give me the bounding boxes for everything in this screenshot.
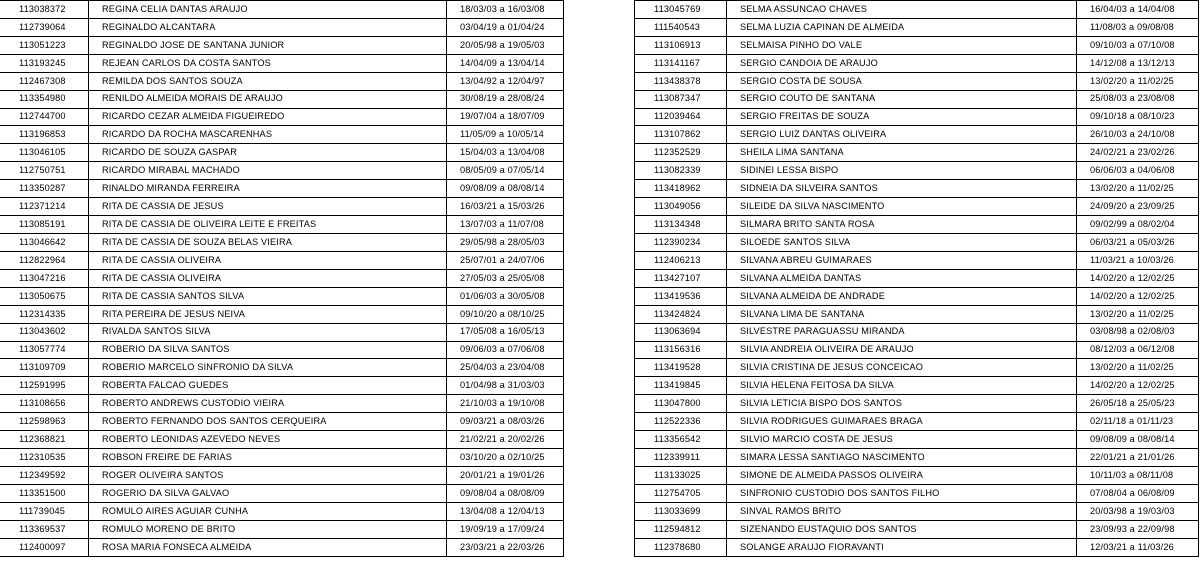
name-cell: SHEILA LIMA SANTANA bbox=[727, 144, 1077, 162]
registration-number-cell: 112744700 bbox=[0, 108, 89, 126]
registration-number-cell: 113082339 bbox=[635, 162, 727, 180]
name-cell: SERGIO CANDOIA DE ARAUJO bbox=[727, 54, 1077, 72]
table-row bbox=[635, 484, 1199, 502]
registration-number-cell: 113047800 bbox=[635, 395, 727, 413]
name-cell: RITA DE CASSIA DE SOUZA BELAS VIEIRA bbox=[89, 233, 447, 251]
registration-number-cell: 113108656 bbox=[0, 395, 89, 413]
table-row bbox=[0, 484, 564, 502]
registration-number-cell: 112339911 bbox=[635, 449, 727, 467]
table-row bbox=[635, 144, 1199, 162]
registration-number-cell: 112522336 bbox=[635, 413, 727, 431]
table-row bbox=[0, 269, 564, 287]
period-cell: 24/09/20 a 23/09/25 bbox=[1077, 198, 1199, 216]
period-cell: 06/06/03 a 04/06/08 bbox=[1077, 162, 1199, 180]
name-cell: REGINALDO JOSE DE SANTANA JUNIOR bbox=[89, 36, 447, 54]
name-cell: SIZENANDO EUSTAQUIO DOS SANTOS bbox=[727, 520, 1077, 538]
period-cell: 23/09/93 a 22/09/98 bbox=[1077, 520, 1199, 538]
period-cell: 01/06/03 a 30/05/08 bbox=[447, 287, 564, 305]
registration-number-cell: 113351500 bbox=[0, 484, 89, 502]
name-cell: SILOEDE SANTOS SILVA bbox=[727, 233, 1077, 251]
name-cell: RICARDO CEZAR ALMEIDA FIGUEIREDO bbox=[89, 108, 447, 126]
table-row bbox=[635, 377, 1199, 395]
name-cell: SINFRONIO CUSTODIO DOS SANTOS FILHO bbox=[727, 484, 1077, 502]
name-cell: ROBERIO MARCELO SINFRONIO DA SILVA bbox=[89, 359, 447, 377]
registration-number-cell: 113133025 bbox=[635, 466, 727, 484]
registration-number-cell: 113419845 bbox=[635, 377, 727, 395]
table-row bbox=[0, 1, 564, 19]
name-cell: SINVAL RAMOS BRITO bbox=[727, 502, 1077, 520]
registration-number-cell: 113141167 bbox=[635, 54, 727, 72]
table-row bbox=[0, 36, 564, 54]
table-row bbox=[635, 126, 1199, 144]
period-cell: 13/04/08 a 12/04/13 bbox=[447, 502, 564, 520]
name-cell: SILVIA HELENA FEITOSA DA SILVA bbox=[727, 377, 1077, 395]
table-row bbox=[635, 395, 1199, 413]
name-cell: RICARDO DA ROCHA MASCARENHAS bbox=[89, 126, 447, 144]
period-cell: 26/10/03 a 24/10/08 bbox=[1077, 126, 1199, 144]
registration-number-cell: 113134348 bbox=[635, 216, 727, 234]
table-row bbox=[0, 18, 564, 36]
table-row bbox=[635, 538, 1199, 556]
period-cell: 10/11/03 a 08/11/08 bbox=[1077, 466, 1199, 484]
name-cell: SILMARA BRITO SANTA ROSA bbox=[727, 216, 1077, 234]
period-cell: 30/08/19 a 28/08/24 bbox=[447, 90, 564, 108]
registration-number-cell: 112754705 bbox=[635, 484, 727, 502]
name-cell: SILVANA ABREU GUIMARAES bbox=[727, 251, 1077, 269]
name-cell: RITA DE CASSIA DE OLIVEIRA LEITE E FREITAS bbox=[89, 216, 447, 234]
name-cell: SIDINEI LESSA BISPO bbox=[727, 162, 1077, 180]
name-cell: SERGIO LUIZ DANTAS OLIVEIRA bbox=[727, 126, 1077, 144]
registration-number-cell: 113438378 bbox=[635, 72, 727, 90]
registration-number-cell: 113193245 bbox=[0, 54, 89, 72]
registration-number-cell: 112368821 bbox=[0, 431, 89, 449]
registration-number-cell: 113427107 bbox=[635, 269, 727, 287]
name-cell: SIMARA LESSA SANTIAGO NASCIMENTO bbox=[727, 449, 1077, 467]
period-cell: 13/02/20 a 11/02/25 bbox=[1077, 359, 1199, 377]
name-cell: ROSA MARIA FONSECA ALMEIDA bbox=[89, 538, 447, 556]
table-row bbox=[0, 233, 564, 251]
table-row bbox=[635, 449, 1199, 467]
name-cell: SILVANA LIMA DE SANTANA bbox=[727, 305, 1077, 323]
period-cell: 01/04/98 a 31/03/03 bbox=[447, 377, 564, 395]
table-row bbox=[635, 36, 1199, 54]
registration-number-cell: 111739045 bbox=[0, 502, 89, 520]
name-cell: ROGERIO DA SILVA GALVAO bbox=[89, 484, 447, 502]
table-row bbox=[0, 126, 564, 144]
table-row bbox=[0, 502, 564, 520]
period-cell: 16/04/03 a 14/04/08 bbox=[1077, 1, 1199, 19]
name-cell: SILVIA CRISTINA DE JESUS CONCEICAO bbox=[727, 359, 1077, 377]
name-cell: ROGER OLIVEIRA SANTOS bbox=[89, 466, 447, 484]
registration-number-cell: 112352529 bbox=[635, 144, 727, 162]
name-cell: SILVANA ALMEIDA DANTAS bbox=[727, 269, 1077, 287]
registration-number-cell: 113424824 bbox=[635, 305, 727, 323]
period-cell: 11/03/21 a 10/03/26 bbox=[1077, 251, 1199, 269]
name-cell: SELMA ASSUNCAO CHAVES bbox=[727, 1, 1077, 19]
period-cell: 27/05/03 a 25/05/08 bbox=[447, 269, 564, 287]
table-row bbox=[635, 502, 1199, 520]
period-cell: 09/08/09 a 08/08/14 bbox=[447, 180, 564, 198]
table-row bbox=[0, 538, 564, 556]
registration-number-cell: 113047216 bbox=[0, 269, 89, 287]
table-row bbox=[635, 1, 1199, 19]
period-cell: 23/03/21 a 22/03/26 bbox=[447, 538, 564, 556]
table-row bbox=[0, 54, 564, 72]
table-row bbox=[635, 520, 1199, 538]
name-cell: ROBERIO DA SILVA SANTOS bbox=[89, 341, 447, 359]
period-cell: 09/02/99 a 08/02/04 bbox=[1077, 216, 1199, 234]
period-cell: 25/04/03 a 23/04/08 bbox=[447, 359, 564, 377]
registration-number-cell: 113043602 bbox=[0, 323, 89, 341]
registration-number-cell: 113109709 bbox=[0, 359, 89, 377]
registration-number-cell: 112349592 bbox=[0, 466, 89, 484]
name-cell: REMILDA DOS SANTOS SOUZA bbox=[89, 72, 447, 90]
period-cell: 14/02/20 a 12/02/25 bbox=[1077, 377, 1199, 395]
name-cell: ROBSON FREIRE DE FARIAS bbox=[89, 449, 447, 467]
table-row bbox=[0, 449, 564, 467]
period-cell: 11/08/03 a 09/08/08 bbox=[1077, 18, 1199, 36]
registration-number-cell: 112822964 bbox=[0, 251, 89, 269]
registration-number-cell: 112406213 bbox=[635, 251, 727, 269]
table-row bbox=[0, 341, 564, 359]
name-cell: RICARDO MIRABAL MACHADO bbox=[89, 162, 447, 180]
period-cell: 17/05/08 a 16/05/13 bbox=[447, 323, 564, 341]
table-row bbox=[635, 162, 1199, 180]
registration-number-cell: 113196853 bbox=[0, 126, 89, 144]
period-cell: 09/06/03 a 07/06/08 bbox=[447, 341, 564, 359]
name-cell: ROMULO AIRES AGUIAR CUNHA bbox=[89, 502, 447, 520]
registration-number-cell: 113356542 bbox=[635, 431, 727, 449]
registration-number-cell: 113033699 bbox=[635, 502, 727, 520]
name-cell: RENILDO ALMEIDA MORAIS DE ARAUJO bbox=[89, 90, 447, 108]
table-row bbox=[0, 466, 564, 484]
period-cell: 20/05/98 a 19/05/03 bbox=[447, 36, 564, 54]
period-cell: 14/04/09 a 13/04/14 bbox=[447, 54, 564, 72]
table-row bbox=[635, 198, 1199, 216]
name-cell: SELMAISA PINHO DO VALE bbox=[727, 36, 1077, 54]
table-row bbox=[0, 108, 564, 126]
period-cell: 14/02/20 a 12/02/25 bbox=[1077, 269, 1199, 287]
period-cell: 13/02/20 a 11/02/25 bbox=[1077, 72, 1199, 90]
period-cell: 06/03/21 a 05/03/26 bbox=[1077, 233, 1199, 251]
table-row bbox=[635, 108, 1199, 126]
period-cell: 03/04/19 a 01/04/24 bbox=[447, 18, 564, 36]
period-cell: 24/02/21 a 23/02/26 bbox=[1077, 144, 1199, 162]
table-row bbox=[635, 233, 1199, 251]
registration-number-cell: 113087347 bbox=[635, 90, 727, 108]
table-row bbox=[0, 395, 564, 413]
table-row bbox=[635, 54, 1199, 72]
period-cell: 11/05/09 a 10/05/14 bbox=[447, 126, 564, 144]
table-row bbox=[0, 216, 564, 234]
table-row bbox=[635, 359, 1199, 377]
period-cell: 08/12/03 a 06/12/08 bbox=[1077, 341, 1199, 359]
table-row bbox=[635, 323, 1199, 341]
registration-number-cell: 113045769 bbox=[635, 1, 727, 19]
period-cell: 21/10/03 a 19/10/08 bbox=[447, 395, 564, 413]
table-row bbox=[0, 287, 564, 305]
period-cell: 13/02/20 a 11/02/25 bbox=[1077, 305, 1199, 323]
registration-number-cell: 112591995 bbox=[0, 377, 89, 395]
table-row bbox=[635, 180, 1199, 198]
table-row bbox=[635, 305, 1199, 323]
registration-number-cell: 113085191 bbox=[0, 216, 89, 234]
registration-number-cell: 112371214 bbox=[0, 198, 89, 216]
registration-number-cell: 112467308 bbox=[0, 72, 89, 90]
period-cell: 25/08/03 a 23/08/08 bbox=[1077, 90, 1199, 108]
name-cell: RITA PEREIRA DE JESUS NEIVA bbox=[89, 305, 447, 323]
name-cell: RIVALDA SANTOS SILVA bbox=[89, 323, 447, 341]
table-row bbox=[0, 359, 564, 377]
period-cell: 03/10/20 a 02/10/25 bbox=[447, 449, 564, 467]
registration-number-cell: 113038372 bbox=[0, 1, 89, 19]
registration-number-cell: 113046642 bbox=[0, 233, 89, 251]
table-row bbox=[635, 269, 1199, 287]
name-cell: SIDNEIA DA SILVEIRA SANTOS bbox=[727, 180, 1077, 198]
registration-number-cell: 112594812 bbox=[635, 520, 727, 538]
name-cell: ROBERTO FERNANDO DOS SANTOS CERQUEIRA bbox=[89, 413, 447, 431]
period-cell: 09/03/21 a 08/03/26 bbox=[447, 413, 564, 431]
table-row bbox=[0, 162, 564, 180]
period-cell: 22/01/21 a 21/01/26 bbox=[1077, 449, 1199, 467]
roster-table-body-left bbox=[0, 1, 564, 557]
period-cell: 12/03/21 a 11/03/26 bbox=[1077, 538, 1199, 556]
period-cell: 09/10/03 a 07/10/08 bbox=[1077, 36, 1199, 54]
period-cell: 14/12/08 a 13/12/13 bbox=[1077, 54, 1199, 72]
name-cell: ROMULO MORENO DE BRITO bbox=[89, 520, 447, 538]
table-row bbox=[0, 520, 564, 538]
registration-number-cell: 112390234 bbox=[635, 233, 727, 251]
registration-number-cell: 112378680 bbox=[635, 538, 727, 556]
table-row bbox=[0, 180, 564, 198]
table-row bbox=[635, 72, 1199, 90]
period-cell: 21/02/21 a 20/02/26 bbox=[447, 431, 564, 449]
name-cell: RITA DE CASSIA OLIVEIRA bbox=[89, 251, 447, 269]
table-row bbox=[0, 144, 564, 162]
period-cell: 03/08/98 a 02/08/03 bbox=[1077, 323, 1199, 341]
period-cell: 19/07/04 a 18/07/09 bbox=[447, 108, 564, 126]
period-cell: 20/03/98 a 19/03/03 bbox=[1077, 502, 1199, 520]
name-cell: RINALDO MIRANDA FERREIRA bbox=[89, 180, 447, 198]
roster-table-left bbox=[0, 0, 564, 557]
period-cell: 18/03/03 a 16/03/08 bbox=[447, 1, 564, 19]
registration-number-cell: 112314335 bbox=[0, 305, 89, 323]
name-cell: REGINA CELIA DANTAS ARAUJO bbox=[89, 1, 447, 19]
registration-number-cell: 113106913 bbox=[635, 36, 727, 54]
name-cell: SILVIA ANDREIA OLIVEIRA DE ARAUJO bbox=[727, 341, 1077, 359]
table-row bbox=[635, 216, 1199, 234]
name-cell: SILVIA RODRIGUES GUIMARAES BRAGA bbox=[727, 413, 1077, 431]
table-row bbox=[635, 431, 1199, 449]
period-cell: 09/08/09 a 08/08/14 bbox=[1077, 431, 1199, 449]
name-cell: ROBERTA FALCAO GUEDES bbox=[89, 377, 447, 395]
name-cell: RITA DE CASSIA OLIVEIRA bbox=[89, 269, 447, 287]
table-row bbox=[635, 341, 1199, 359]
name-cell: SERGIO COUTO DE SANTANA bbox=[727, 90, 1077, 108]
registration-number-cell: 112310535 bbox=[0, 449, 89, 467]
registration-number-cell: 113046105 bbox=[0, 144, 89, 162]
name-cell: ROBERTO ANDREWS CUSTODIO VIEIRA bbox=[89, 395, 447, 413]
table-row bbox=[0, 198, 564, 216]
table-row bbox=[635, 18, 1199, 36]
period-cell: 13/02/20 a 11/02/25 bbox=[1077, 180, 1199, 198]
registration-number-cell: 113156316 bbox=[635, 341, 727, 359]
registration-number-cell: 113057774 bbox=[0, 341, 89, 359]
table-row bbox=[635, 287, 1199, 305]
period-cell: 13/07/03 a 11/07/08 bbox=[447, 216, 564, 234]
period-cell: 08/05/09 a 07/05/14 bbox=[447, 162, 564, 180]
registration-number-cell: 112598963 bbox=[0, 413, 89, 431]
period-cell: 09/10/20 a 08/10/25 bbox=[447, 305, 564, 323]
registration-number-cell: 113107862 bbox=[635, 126, 727, 144]
name-cell: REJEAN CARLOS DA COSTA SANTOS bbox=[89, 54, 447, 72]
registration-number-cell: 113419536 bbox=[635, 287, 727, 305]
name-cell: SILVIO MARCIO COSTA DE JESUS bbox=[727, 431, 1077, 449]
registration-number-cell: 112400097 bbox=[0, 538, 89, 556]
name-cell: RICARDO DE SOUZA GASPAR bbox=[89, 144, 447, 162]
registration-number-cell: 113418962 bbox=[635, 180, 727, 198]
registration-number-cell: 113063694 bbox=[635, 323, 727, 341]
table-row bbox=[635, 413, 1199, 431]
table-row bbox=[635, 251, 1199, 269]
name-cell: SILVIA LETICIA BISPO DOS SANTOS bbox=[727, 395, 1077, 413]
registration-number-cell: 112739064 bbox=[0, 18, 89, 36]
registration-number-cell: 113350287 bbox=[0, 180, 89, 198]
registration-number-cell: 113369537 bbox=[0, 520, 89, 538]
name-cell: SELMA LUZIA CAPINAN DE ALMEIDA bbox=[727, 18, 1077, 36]
name-cell: SILEIDE DA SILVA NASCIMENTO bbox=[727, 198, 1077, 216]
table-row bbox=[0, 377, 564, 395]
registration-number-cell: 113051223 bbox=[0, 36, 89, 54]
table-row bbox=[0, 72, 564, 90]
name-cell: RITA DE CASSIA SANTOS SILVA bbox=[89, 287, 447, 305]
period-cell: 14/02/20 a 12/02/25 bbox=[1077, 287, 1199, 305]
period-cell: 20/01/21 a 19/01/26 bbox=[447, 466, 564, 484]
period-cell: 26/05/18 a 25/05/23 bbox=[1077, 395, 1199, 413]
period-cell: 15/04/03 a 13/04/08 bbox=[447, 144, 564, 162]
table-row bbox=[0, 251, 564, 269]
period-cell: 02/11/18 a 01/11/23 bbox=[1077, 413, 1199, 431]
registration-number-cell: 113419528 bbox=[635, 359, 727, 377]
period-cell: 16/03/21 a 15/03/26 bbox=[447, 198, 564, 216]
name-cell: RITA DE CASSIA DE JESUS bbox=[89, 198, 447, 216]
roster-table-right bbox=[634, 0, 1199, 557]
table-row bbox=[0, 90, 564, 108]
roster-table-body-right bbox=[635, 1, 1199, 557]
period-cell: 29/05/98 a 28/05/03 bbox=[447, 233, 564, 251]
period-cell: 09/08/04 a 08/08/09 bbox=[447, 484, 564, 502]
registration-number-cell: 113049056 bbox=[635, 198, 727, 216]
period-cell: 19/09/19 a 17/09/24 bbox=[447, 520, 564, 538]
table-row bbox=[0, 305, 564, 323]
name-cell: REGINALDO ALCANTARA bbox=[89, 18, 447, 36]
period-cell: 07/08/04 a 06/08/09 bbox=[1077, 484, 1199, 502]
registration-number-cell: 113050675 bbox=[0, 287, 89, 305]
registration-number-cell: 111540543 bbox=[635, 18, 727, 36]
registration-number-cell: 112750751 bbox=[0, 162, 89, 180]
name-cell: SOLANGE ARAUJO FIORAVANTI bbox=[727, 538, 1077, 556]
table-row bbox=[635, 466, 1199, 484]
table-row bbox=[0, 413, 564, 431]
name-cell: SILVANA ALMEIDA DE ANDRADE bbox=[727, 287, 1077, 305]
table-row bbox=[0, 431, 564, 449]
period-cell: 09/10/18 a 08/10/23 bbox=[1077, 108, 1199, 126]
name-cell: SILVESTRE PARAGUASSU MIRANDA bbox=[727, 323, 1077, 341]
registration-number-cell: 113354980 bbox=[0, 90, 89, 108]
name-cell: SERGIO FREITAS DE SOUZA bbox=[727, 108, 1077, 126]
name-cell: SIMONE DE ALMEIDA PASSOS OLIVEIRA bbox=[727, 466, 1077, 484]
table-row bbox=[0, 323, 564, 341]
period-cell: 25/07/01 a 24/07/06 bbox=[447, 251, 564, 269]
name-cell: SERGIO COSTA DE SOUSA bbox=[727, 72, 1077, 90]
registration-number-cell: 112039464 bbox=[635, 108, 727, 126]
name-cell: ROBERTO LEONIDAS AZEVEDO NEVES bbox=[89, 431, 447, 449]
period-cell: 13/04/92 a 12/04/97 bbox=[447, 72, 564, 90]
table-row bbox=[635, 90, 1199, 108]
